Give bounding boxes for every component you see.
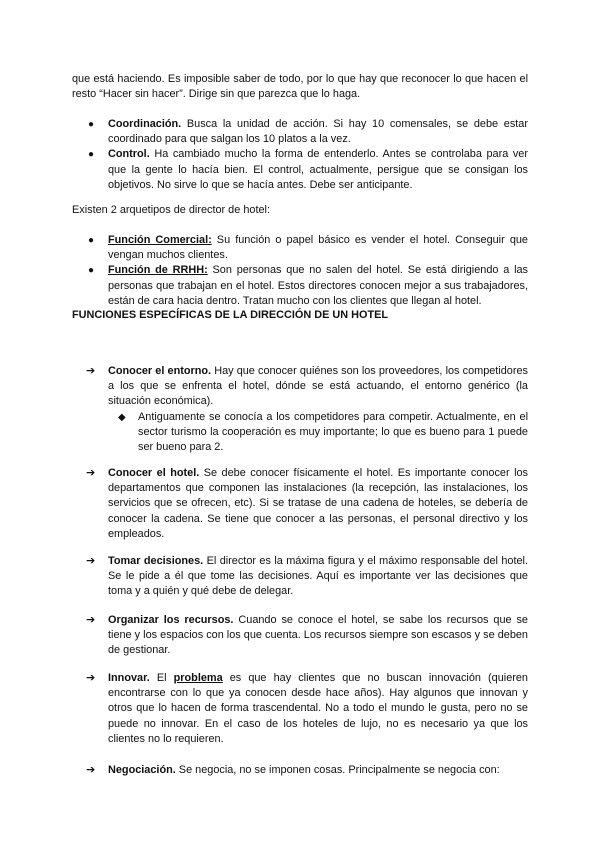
arrow-right-icon: ➔ — [86, 555, 96, 567]
list-item-term: Función Comercial: — [108, 234, 212, 246]
list-item-text: Su función o papel básico es vender el hotel. Conseguir que vengan muchos clientes. — [108, 234, 528, 262]
list-item-term: Control. — [108, 148, 150, 161]
function-text-a: El — [149, 672, 174, 684]
bullet-icon: ● — [88, 235, 95, 246]
sub-bullet-list — [108, 410, 528, 456]
function-text-b: es que hay clientes que no buscan innovación (quieren encontrarse con lo que ya conocen desde hace años). Hay algunos que innovan y otros que lo hacen de forma trascendental. No a todo el mundo le gusta, pero no se puede no innovar. En el caso de los hoteles de lujo, no es necesario ya que los clientes no lo requieren. — [108, 672, 528, 745]
function-text: Se negocia, no se imponen cosas. Principalmente se negocia con: — [175, 764, 500, 776]
intro-paragraph: que está haciendo. Es imposible saber de todo, por lo que hay que reconocer lo que hacen el resto “Hacer sin hacer”. Dirige sin que parezca que lo haga. — [72, 73, 528, 101]
arrow-right-icon: ➔ — [86, 365, 96, 377]
function-item-tomar-decisiones — [86, 554, 528, 600]
list-item-text: Busca la unidad de acción. Si hay 10 comensales, se debe estar coordinado para que salgan los 10 platos a la vez. — [108, 118, 528, 146]
function-text: Se debe conocer físicamente el hotel. Es importante conocer los departamentos que componen las instalaciones (la recepción, las instalaciones, los servicios que se ofrecen, etc). Si se tratase de una cadena de hoteles, se debería de conocer la cadena. Se tiene que conocer a las personas, el personal directivo y los empleados. — [108, 467, 528, 540]
diamond-bullet-icon: ◆ — [118, 411, 126, 423]
list-item — [72, 263, 528, 309]
bullet-icon: ● — [88, 119, 95, 130]
function-text: Hay que conocer quiénes son los proveedores, los competidores a los que se enfrenta el hotel, dónde se está actuando, el entorno genérico (la situación económica). — [108, 365, 528, 408]
section-heading: FUNCIONES ESPECÍFICAS DE LA DIRECCIÓN DE UN HOTEL — [72, 309, 389, 321]
list-item — [72, 117, 528, 147]
bullet-icon: ● — [88, 265, 95, 277]
arrow-right-icon: ➔ — [86, 764, 96, 776]
arrow-right-icon: ➔ — [86, 614, 96, 626]
function-term: Conocer el hotel. — [108, 467, 200, 479]
function-term: Organizar los recursos. — [108, 614, 234, 626]
list-item — [72, 233, 528, 263]
function-item-innovar — [86, 671, 528, 747]
bullet-icon: ● — [88, 149, 95, 161]
sub-list-item — [108, 410, 528, 456]
function-item-negociacion — [86, 763, 528, 778]
function-item-conocer-entorno — [86, 364, 528, 455]
arrow-right-icon: ➔ — [86, 467, 96, 479]
bullet-list-functions — [72, 117, 528, 193]
function-term: Innovar. — [108, 672, 150, 684]
function-term: Conocer el entorno. — [108, 365, 212, 377]
list-item — [72, 147, 528, 193]
list-item-text: Son personas que no salen del hotel. Se está dirigiendo a las personas que trabajan en el hotel. Estos directores conocen mejor a sus trabajadores, están de cara hacia dentro. Tratan mucho con los clientes que llegan al hotel. — [108, 264, 529, 307]
function-text: El director es la máxima figura y el máximo responsable del hotel. Se le pide a él que tome las decisiones. Aquí es importante ver las decisiones que toma y a quién y qué debe de delegar. — [108, 555, 528, 598]
arrow-right-icon: ➔ — [86, 672, 96, 684]
function-text: Cuando se conoce el hotel, se sabe los recursos que se tiene y los espacios con los que cuenta. Los recursos siempre son escasos y se deben de gestionar. — [108, 614, 528, 657]
archetypes-intro: Existen 2 arquetipos de director de hotel: — [72, 204, 270, 216]
function-text-underlined: problema — [173, 672, 223, 684]
list-item-text: Ha cambiado mucho la forma de entenderlo. Antes se controlaba para ver que la gente lo hacía bien. El control, actualmente, persigue que se consigan los objetivos. No sirve lo que se hacía antes. Debe ser anticipante. — [108, 148, 528, 191]
function-term: Negociación. — [108, 764, 176, 776]
list-item-term: Coordinación. — [108, 118, 182, 130]
function-term: Tomar decisiones. — [108, 555, 204, 567]
list-item-term: Función de RRHH: — [108, 264, 208, 277]
bullet-list-archetypes — [72, 233, 528, 309]
sub-list-item-text: Antiguamente se conocía a los competidores para competir. Actualmente, en el sector turismo la cooperación es muy importante; lo que es bueno para 1 puede ser bueno para 2. — [138, 410, 528, 454]
function-item-conocer-hotel — [86, 466, 528, 542]
function-item-organizar-recursos — [86, 613, 528, 659]
